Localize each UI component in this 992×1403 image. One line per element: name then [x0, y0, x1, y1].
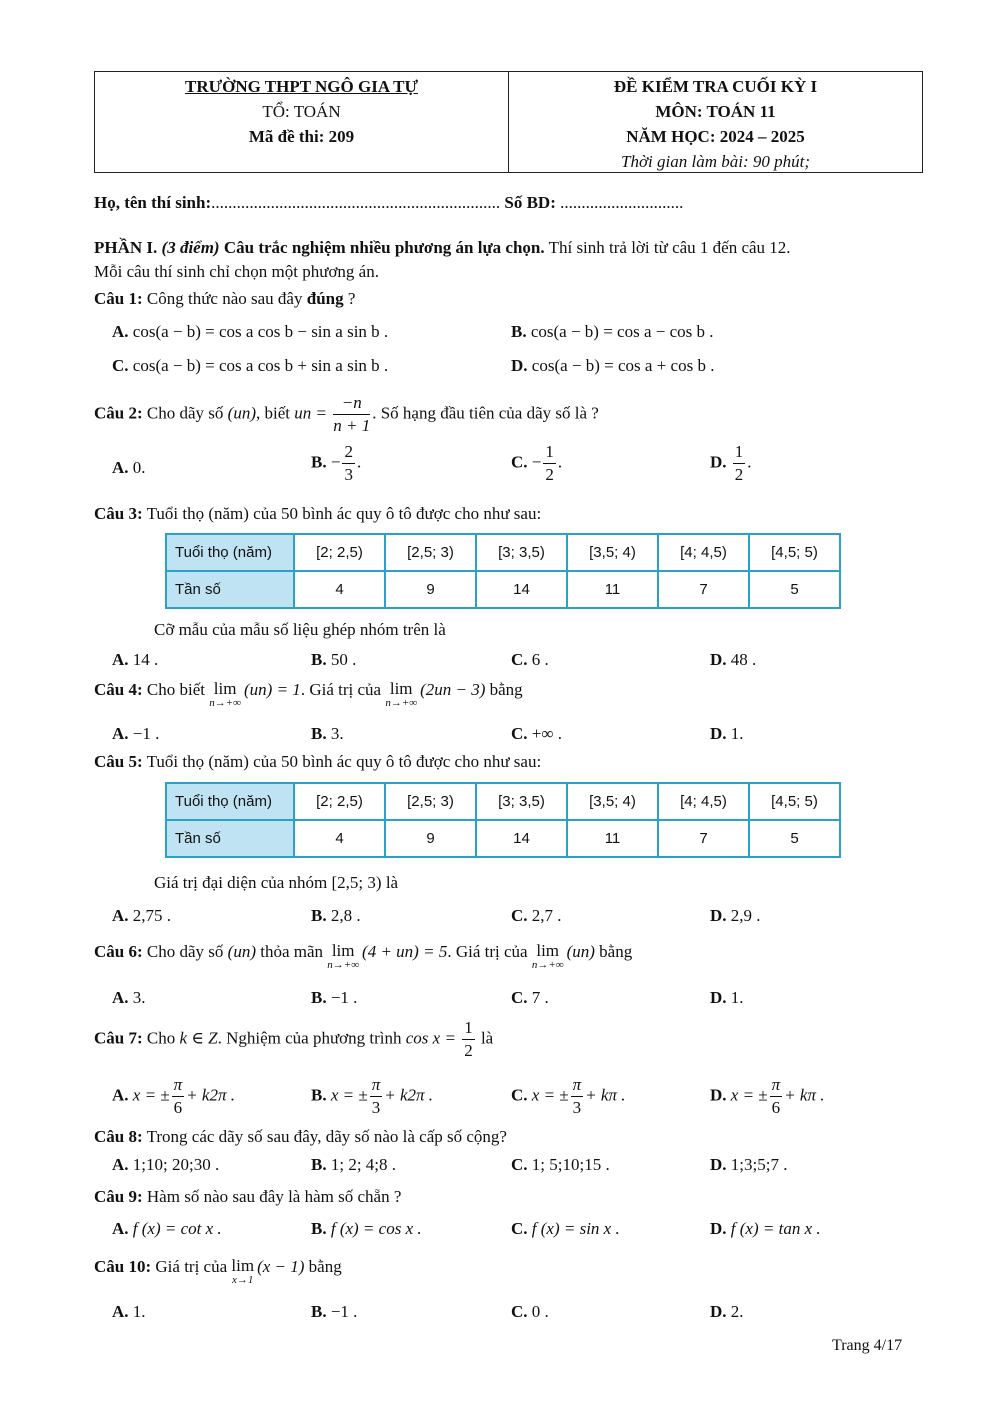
- question-8: Câu 8: Trong các dãy số sau đây, dãy số nào là cấp số cộng?: [94, 1127, 507, 1146]
- q6-option-d[interactable]: D. 1.: [710, 988, 744, 1007]
- q8-option-d[interactable]: D. 1;3;5;7 .: [710, 1155, 788, 1174]
- exam-code: Mã đề thi: 209: [248, 127, 355, 146]
- q7-option-a[interactable]: A. x = ± $\frac{\pi}{6}$ + k2π .: [112, 1075, 235, 1117]
- q8-option-c[interactable]: C. 1; 5;10;15 .: [511, 1155, 610, 1174]
- q10-option-d[interactable]: D. 2.: [710, 1302, 744, 1321]
- part1-title: PHẦN I.: [94, 238, 158, 257]
- question-7: Câu 7: Cho k ∈ Z. Nghiệm của phương trình cos x = $\frac{1}{2}$ là: [94, 1018, 494, 1060]
- part1-text: Thí sinh trả lời từ câu 1 đến câu 12.: [544, 238, 791, 257]
- school-name: TRƯỜNG THPT NGÔ GIA TỰ: [184, 77, 418, 96]
- sbd-label: Số BD:: [504, 193, 556, 212]
- q5-option-c[interactable]: C. 2,7 .: [511, 906, 562, 925]
- q7-option-c[interactable]: C. x = ± $\frac{\pi}{3}$ + kπ .: [511, 1075, 626, 1117]
- q4-option-c[interactable]: C. +∞ .: [511, 724, 562, 743]
- lifespan-table-1: [165, 533, 841, 609]
- q2-option-b[interactable]: B. − $\frac{2}{3}$ .: [311, 442, 362, 484]
- q4-option-d[interactable]: D. 1.: [710, 724, 744, 743]
- part1-bold: Câu trắc nghiệm nhiều phương án lựa chọn.: [223, 238, 545, 257]
- question-3: Câu 3: Tuổi thọ (năm) của 50 bình ác quy ô tô được cho như sau:: [94, 504, 542, 523]
- q7-option-b[interactable]: B. x = ± $\frac{\pi}{3}$ + k2π .: [311, 1075, 434, 1117]
- name-label: Họ, tên thí sinh:: [94, 193, 212, 212]
- q9-option-d[interactable]: D. f (x) = tan x .: [710, 1219, 821, 1238]
- name-dots: ....................................................................: [211, 193, 501, 212]
- question-6: Câu 6: Cho dãy số (un) thỏa mãn lim n→+∞ (4 + un) = 5. Giá trị của lim n→+∞ (un) bằng: [94, 941, 633, 971]
- q2-fraction: $\frac{-n}{n + 1}$: [333, 393, 371, 435]
- q10-option-a[interactable]: A. 1.: [112, 1302, 146, 1321]
- q2-option-a[interactable]: A. 0.: [112, 458, 146, 477]
- question-5: Câu 5: Tuổi thọ (năm) của 50 bình ác quy ô tô được cho như sau:: [94, 752, 542, 771]
- table-row: Tuổi thọ (năm) [2; 2,5) [2,5; 3) [3; 3,5) [3,5; 4) [4; 4,5) [4,5; 5): [166, 534, 840, 571]
- student-line: [94, 193, 683, 213]
- subject: MÔN: TOÁN 11: [655, 102, 776, 121]
- part1-line2: Mỗi câu thí sinh chỉ chọn một phương án.: [94, 262, 379, 281]
- question-2: Câu 2: Cho dãy số (un), biết un = $\frac{-n}{n + 1}$ . Số hạng đầu tiên của dãy số là ?: [94, 393, 599, 435]
- q8-option-b[interactable]: B. 1; 2; 4;8 .: [311, 1155, 397, 1174]
- school-info: [95, 72, 509, 172]
- question-9: Câu 9: Hàm số nào sau đây là hàm số chẵn ?: [94, 1187, 402, 1206]
- q10-option-b[interactable]: B. −1 .: [311, 1302, 358, 1321]
- q3-option-a[interactable]: A. 14 .: [112, 650, 159, 669]
- table-row: Tuổi thọ (năm) [2; 2,5) [2,5; 3) [3; 3,5) [3,5; 4) [4; 4,5) [4,5; 5): [166, 783, 840, 820]
- part1-points: (3 điểm): [161, 238, 220, 257]
- q5-option-d[interactable]: D. 2,9 .: [710, 906, 761, 925]
- q6-option-c[interactable]: C. 7 .: [511, 988, 549, 1007]
- part1-heading: [94, 238, 791, 258]
- question-4: Câu 4: Cho biết lim n→+∞ (un) = 1. Giá trị của lim n→+∞ (2un − 3) bằng: [94, 679, 523, 709]
- q5-prompt: Giá trị đại diện của nhóm [2,5; 3) là: [154, 873, 399, 892]
- q10-option-c[interactable]: C. 0 .: [511, 1302, 549, 1321]
- table-row: Tần số 4 9 14 11 7 5: [166, 571, 840, 608]
- q1-option-a[interactable]: A. cos(a − b) = cos a cos b − sin a sin b .: [112, 322, 389, 341]
- q7-option-d[interactable]: D. x = ± $\frac{\pi}{6}$ + kπ .: [710, 1075, 825, 1117]
- time-limit: Thời gian làm bài: 90 phút;: [621, 152, 810, 171]
- q6-option-b[interactable]: B. −1 .: [311, 988, 358, 1007]
- department: TỔ: TOÁN: [262, 102, 341, 121]
- q8-option-a[interactable]: A. 1;10; 20;30 .: [112, 1155, 220, 1174]
- q5-option-a[interactable]: A. 2,75 .: [112, 906, 172, 925]
- q1-option-b[interactable]: B. cos(a − b) = cos a − cos b .: [511, 322, 714, 341]
- q5-option-b[interactable]: B. 2,8 .: [311, 906, 361, 925]
- q3-prompt: Cỡ mẫu của mẫu số liệu ghép nhóm trên là: [154, 620, 446, 639]
- q1-bold: đúng: [306, 289, 344, 308]
- q1-end: ?: [343, 289, 356, 308]
- q3-option-b[interactable]: B. 50 .: [311, 650, 357, 669]
- q2-option-c[interactable]: C. − $\frac{1}{2}$ .: [511, 442, 563, 484]
- q6-option-a[interactable]: A. 3.: [112, 988, 146, 1007]
- exam-info: [509, 72, 922, 172]
- question-1: [94, 289, 355, 309]
- q3-option-d[interactable]: D. 48 .: [710, 650, 757, 669]
- q9-option-c[interactable]: C. f (x) = sin x .: [511, 1219, 620, 1238]
- q1-text: Công thức nào sau đây: [142, 289, 307, 308]
- exam-title: ĐỀ KIỂM TRA CUỐI KỲ I: [613, 77, 818, 96]
- lifespan-table-2: [165, 782, 841, 858]
- q1-option-c[interactable]: C. cos(a − b) = cos a cos b + sin a sin b .: [112, 356, 389, 375]
- page-number: Trang 4/17: [832, 1337, 903, 1354]
- q9-option-a[interactable]: A. f (x) = cot x .: [112, 1219, 222, 1238]
- question-10: Câu 10: Giá trị của lim x→1 (x − 1) bằng: [94, 1256, 342, 1286]
- q9-option-b[interactable]: B. f (x) = cos x .: [311, 1219, 422, 1238]
- q4-option-b[interactable]: B. 3.: [311, 724, 344, 743]
- table-row: Tần số 4 9 14 11 7 5: [166, 820, 840, 857]
- school-year: NĂM HỌC: 2024 – 2025: [626, 127, 805, 146]
- exam-header: [94, 71, 923, 173]
- q1-option-d[interactable]: D. cos(a − b) = cos a + cos b .: [511, 356, 715, 375]
- q3-option-c[interactable]: C. 6 .: [511, 650, 549, 669]
- q1-label: Câu 1:: [94, 289, 143, 308]
- q2-option-d[interactable]: D. $\frac{1}{2}$ .: [710, 442, 752, 484]
- q4-option-a[interactable]: A. −1 .: [112, 724, 160, 743]
- sbd-dots: .............................: [560, 193, 684, 212]
